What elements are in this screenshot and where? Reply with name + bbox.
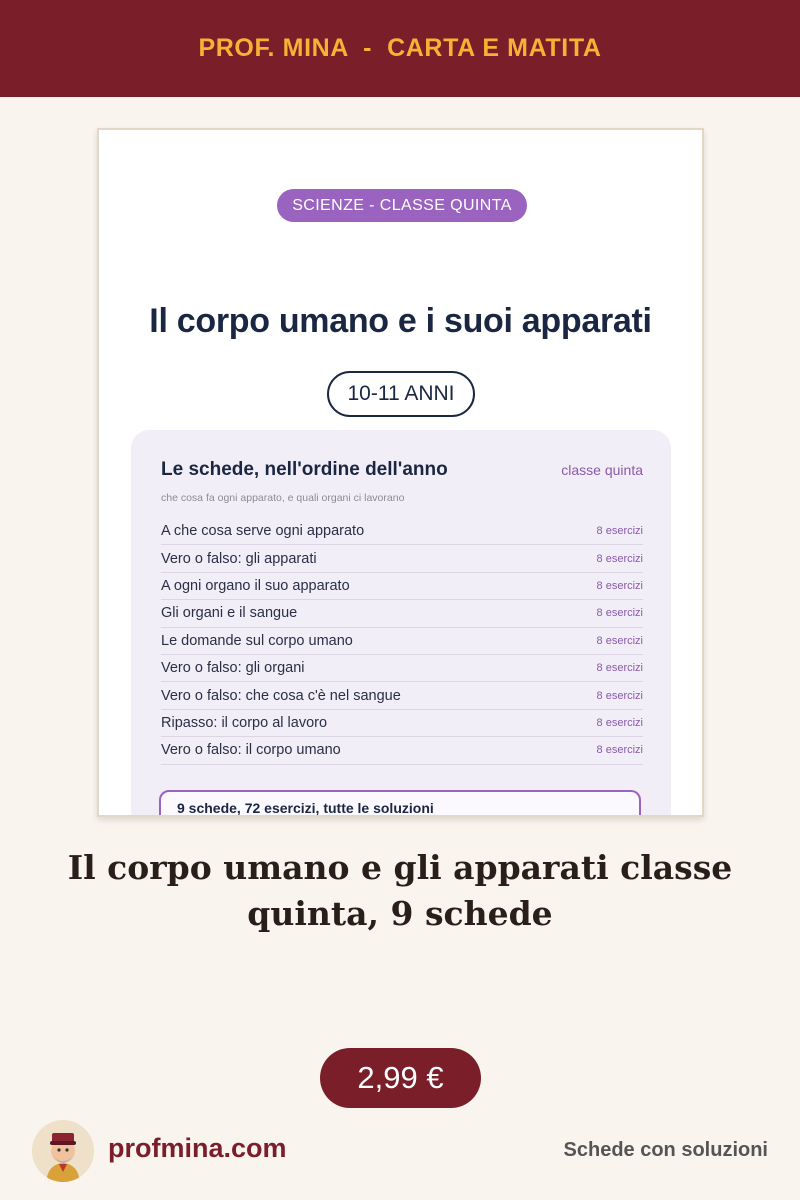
- card-title: Le schede, nell'ordine dell'anno: [161, 459, 448, 480]
- exercise-count: 8 esercizi: [596, 634, 643, 647]
- worksheet-name: Le domande sul corpo umano: [161, 632, 353, 649]
- age-badge: 10-11 ANNI: [327, 371, 475, 417]
- subject-badge: SCIENZE - CLASSE QUINTA: [277, 189, 527, 222]
- worksheet-name: Vero o falso: il corpo umano: [161, 742, 341, 759]
- exercise-count: 8 esercizi: [596, 552, 643, 565]
- card-subtitle: che cosa fa ogni apparato, e quali organi ci lavorano: [161, 492, 405, 504]
- teacher-avatar-icon-graphic: [32, 1120, 94, 1182]
- worksheet-name: A che cosa serve ogni apparato: [161, 523, 365, 540]
- exercise-count: 8 esercizi: [596, 579, 643, 592]
- product-title: Il corpo umano e gli apparati classe quinta, 9 schede: [67, 848, 733, 933]
- worksheet-name: Gli organi e il sangue: [161, 605, 298, 622]
- list-item: [161, 628, 643, 655]
- summary-box: [159, 790, 641, 817]
- list-item: [161, 655, 643, 682]
- exercise-count: 8 esercizi: [596, 689, 643, 702]
- list-item: [161, 518, 643, 545]
- worksheet-name: Vero o falso: gli apparati: [161, 550, 317, 567]
- exercise-count: 8 esercizi: [596, 744, 643, 757]
- price-badge[interactable]: 2,99 €: [320, 1048, 481, 1108]
- worksheet-list: [161, 518, 643, 765]
- exercise-count: 8 esercizi: [596, 525, 643, 538]
- teacher-avatar-icon: [32, 1120, 94, 1182]
- summary-text: 9 schede, 72 esercizi, tutte le soluzioni: [177, 800, 434, 816]
- exercise-count: 8 esercizi: [596, 716, 643, 729]
- footer-note: Schede con soluzioni: [563, 1139, 768, 1161]
- card-tag: classe quinta: [561, 462, 643, 478]
- preview-title: Il corpo umano e i suoi apparati: [149, 302, 652, 340]
- worksheet-name: A ogni organo il suo apparato: [161, 577, 350, 594]
- worksheet-name: Ripasso: il corpo al lavoro: [161, 714, 328, 731]
- brand-name: PROF. MINA - CARTA E MATITA: [198, 34, 602, 62]
- top-banner: [0, 0, 800, 97]
- list-item: [161, 682, 643, 709]
- list-item: [161, 545, 643, 572]
- site-link[interactable]: profmina.com: [108, 1133, 287, 1163]
- worksheet-list-card: [131, 430, 671, 817]
- list-item: [161, 737, 643, 764]
- list-item: [161, 573, 643, 600]
- exercise-count: 8 esercizi: [596, 662, 643, 675]
- exercise-count: 8 esercizi: [596, 607, 643, 620]
- worksheet-name: Vero o falso: gli organi: [161, 660, 305, 677]
- product-preview-image[interactable]: [97, 128, 704, 817]
- list-item: [161, 600, 643, 627]
- list-item: [161, 710, 643, 737]
- worksheet-name: Vero o falso: che cosa c'è nel sangue: [161, 687, 401, 704]
